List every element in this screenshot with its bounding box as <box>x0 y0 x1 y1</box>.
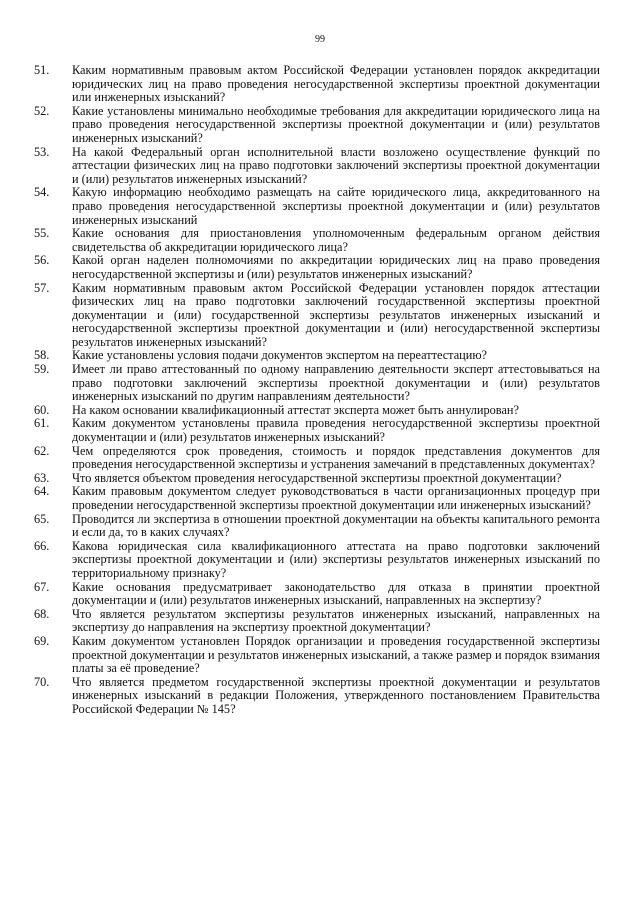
question-item <box>34 485 600 512</box>
question-text: Какие основания для приостановления уполномоченным федеральным органом действия свидетельства об аккредитации юридического лица? <box>72 226 600 254</box>
question-number: 59. <box>34 362 50 377</box>
question-text: Чем определяются срок проведения, стоимость и порядок представления документов для проведения негосударственной экспертизы и устранения замечаний в представленных документах? <box>72 443 600 472</box>
question-item <box>34 445 600 472</box>
question-text: Имеет ли право аттестованный по одному направлению деятельности эксперт аттестовываться на право подготовки заключений экспертизы проектной документации и (или) результатов инженерных изысканий по другим направлениям деятельности? <box>72 362 600 404</box>
question-text: Проводится ли экспертиза в отношении проектной документации на объекты капитального ремонта и если да, то в каких случаях? <box>72 511 600 540</box>
question-number: 53. <box>34 144 50 159</box>
question-item <box>34 349 600 363</box>
question-number: 51. <box>34 63 50 77</box>
question-number: 52. <box>34 103 50 118</box>
question-number: 67. <box>34 579 50 594</box>
question-text: Что является объектом проведения негосударственной экспертизы проектной документации? <box>72 470 562 485</box>
question-item <box>34 105 600 146</box>
question-text: Какие установлены минимально необходимые требования для аккредитации юридического лица на право проведения негосударственной экспертизы проектной документации и (или) результатов инженерных изысканий? <box>72 103 600 145</box>
question-text: Каким правовым документом следует руководствоваться в части организационных процедур при проведении негосударственной экспертизы проектной документации или инженерных изысканий? <box>72 484 600 512</box>
question-item <box>34 540 600 581</box>
question-item <box>34 282 600 350</box>
question-text: На каком основании квалификационный аттестат эксперта может быть аннулирован? <box>72 402 519 417</box>
question-text: Какие установлены условия подачи документов экспертом на переаттестацию? <box>72 348 487 363</box>
question-text: Какой орган наделен полномочиями по аккредитации юридических лиц на право проведения негосударственной экспертизы и (или) результатов инженерных изысканий? <box>72 253 600 281</box>
question-number: 55. <box>34 226 50 241</box>
question-number: 65. <box>34 511 50 526</box>
question-text: На какой Федеральный орган исполнительной власти возложено осуществление функций по аттестации физических лиц на право подготовки заключений экспертизы проектной документации и (или) результатов инженерных изысканий? <box>72 144 600 186</box>
question-item <box>34 676 600 717</box>
question-number: 57. <box>34 280 50 295</box>
question-item <box>34 146 600 187</box>
question-number: 68. <box>34 606 50 621</box>
question-number: 58. <box>34 348 50 363</box>
question-number: 56. <box>34 253 50 268</box>
question-text: Каким нормативным правовым актом Российской Федерации установлен порядок аккредитации юридических лиц на право проведения негосударственной экспертизы проектной документации или инженерных изысканий? <box>72 63 600 105</box>
page-number: 99 <box>315 34 325 45</box>
question-item <box>34 581 600 608</box>
question-item <box>34 363 600 404</box>
question-item <box>34 404 600 418</box>
question-text: Какие основания предусматривает законодательство для отказа в принятии проектной документации и (или) результатов инженерных изысканий, направленных на экспертизу? <box>72 579 600 608</box>
question-item <box>34 227 600 254</box>
question-number: 62. <box>34 443 50 458</box>
question-number: 54. <box>34 185 50 200</box>
question-number: 70. <box>34 674 50 689</box>
question-list <box>34 64 600 717</box>
question-number: 60. <box>34 402 50 417</box>
question-item <box>34 254 600 281</box>
question-number: 69. <box>34 633 50 648</box>
question-text: Какую информацию необходимо размещать на сайте юридического лица, аккредитованного на право проведения негосударственной экспертизы проектной документации и (или) результатов инженерных изысканий <box>72 185 600 227</box>
question-number: 64. <box>34 484 50 499</box>
question-item <box>34 186 600 227</box>
question-item <box>34 513 600 540</box>
question-text: Каким нормативным правовым актом Российской Федерации установлен порядок аттестации физических лиц на право подготовки заключений государственной экспертизы проектной документации и (или) государственной экспертизы результатов инженерных изысканий и негосударственной экспертизы проектной документации и (или) негосударственной экспертизы результатов инженерных изысканий? <box>72 280 600 349</box>
question-item <box>34 64 600 105</box>
question-item <box>34 635 600 676</box>
question-item <box>34 417 600 444</box>
question-number: 66. <box>34 538 50 553</box>
question-text: Каким документом установлены правила проведения негосударственной экспертизы проектной документации и (или) результатов инженерных изысканий? <box>72 416 600 445</box>
question-text: Каким документом установлен Порядок организации и проведения государственной экспертизы проектной документации и результатов инженерных изысканий, а также размер и порядок взимания платы за её проведение? <box>72 633 600 676</box>
question-text: Что является предметом государственной экспертизы проектной документации и результатов инженерных изысканий в редакции Положения, утвержденного постановлением Правительства Российской Федерации № 145? <box>72 674 600 716</box>
question-text: Что является результатом экспертизы результатов инженерных изысканий, направленных на экспертизу до направления на экспертизу проектной документации? <box>72 606 600 635</box>
question-item <box>34 608 600 635</box>
question-text: Какова юридическая сила квалификационного аттестата на право подготовки заключений экспертизы проектной документации и (или) экспертизы результатов инженерных изысканий по территориальному признаку? <box>72 538 600 580</box>
question-number: 61. <box>34 416 50 431</box>
question-item <box>34 472 600 486</box>
question-number: 63. <box>34 470 50 485</box>
